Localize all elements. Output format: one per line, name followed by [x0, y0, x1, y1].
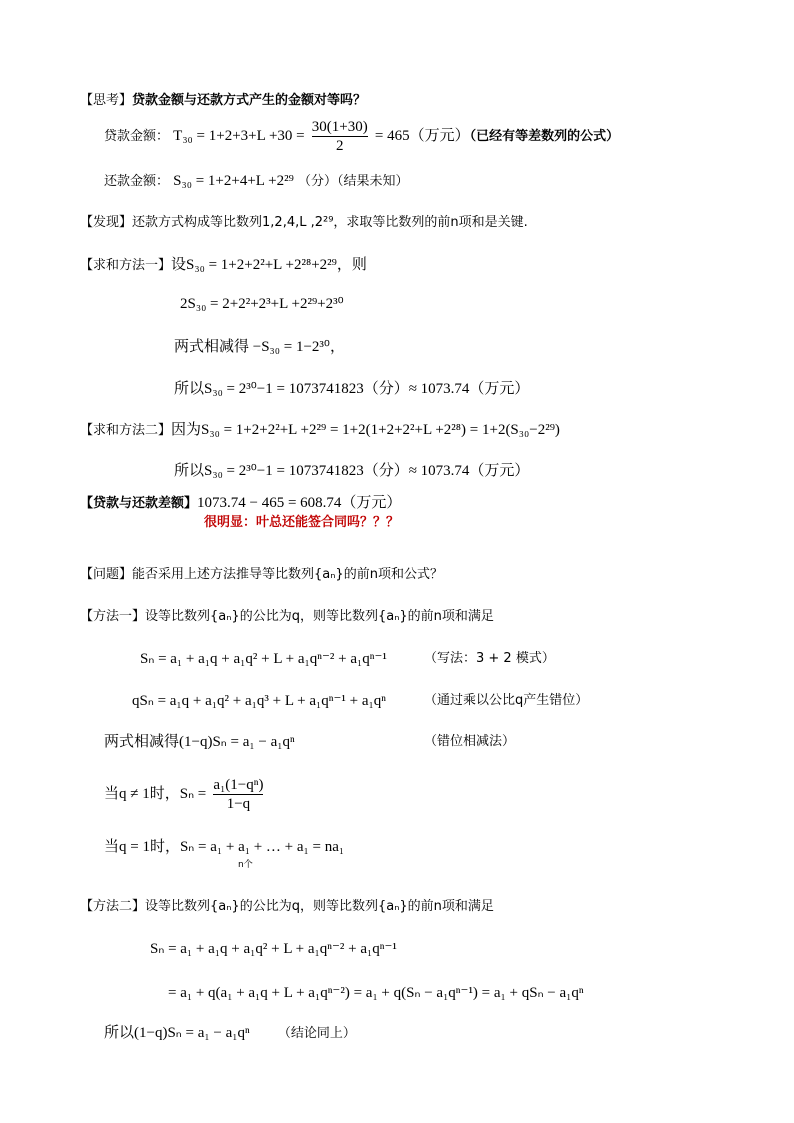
geo1-intro-line [80, 608, 494, 626]
section-label: 【思考】 [80, 93, 133, 108]
method1-eq2: 2S₃₀ = 2+2²+2³+L +2²⁹+2³⁰ [180, 296, 344, 312]
loan-fraction-numerator: 30(1+30) [311, 119, 368, 135]
geo1-eq2: qSₙ = a₁q + a₁q² + a₁q³ + L + a₁qⁿ⁻¹ + a₁qⁿ [132, 693, 386, 709]
section-label: 【求和方法一】 [80, 258, 172, 273]
loan-fraction [312, 118, 368, 155]
section-label: 【求和方法二】 [80, 423, 172, 438]
geo1-eq2-note: （通过乘以公比q产生错位） [424, 693, 589, 708]
method1-eq3: 两式相减得 −S₃₀ = 1−2³⁰， [174, 339, 345, 355]
think-title: 贷款金额与还款方式产生的金额对等吗？ [132, 93, 367, 108]
case1-label: 当q ≠ 1时，Sₙ = [104, 786, 207, 802]
geo1-eq1: Sₙ = a₁ + a₁q + a₁q² + L + a₁qⁿ⁻² + a₁qⁿ⁻¹ [140, 651, 387, 667]
method2-eq1: 因为S₃₀ = 1+2+2²+L +2²⁹ = 1+2(1+2+2²+L +2²⁸) = 1+2(S₃₀−2²⁹) [171, 422, 560, 438]
geo1-eq3: 两式相减得(1−q)Sₙ = a₁ − a₁qⁿ [104, 734, 295, 750]
diff-line [80, 494, 401, 513]
n-count-label: n个 [238, 860, 253, 870]
case1-fraction [213, 776, 263, 813]
geo2-eq3-line [104, 1024, 356, 1043]
repay-formula: S₃₀ = 1+2+4+L +2²⁹ [173, 173, 294, 189]
method1-line1 [80, 256, 367, 275]
geo2-eq1: Sₙ = a₁ + a₁q + a₁q² + L + a₁qⁿ⁻² + a₁qⁿ⁻¹ [150, 941, 397, 957]
case1-numerator: a₁(1−qⁿ) [213, 777, 264, 793]
loan-result: = 465（万元） [374, 128, 470, 144]
section-label: 【发现】 [80, 215, 133, 230]
section-label: 【方法一】 [80, 609, 146, 624]
geo2-intro: 设等比数列{aₙ}的公比为q，则等比数列{aₙ}的前n项和满足 [145, 899, 494, 914]
geo2-eq2: = a₁ + q(a₁ + a₁q + L + a₁qⁿ⁻²) = a₁ + q(Sₙ − a₁qⁿ⁻¹) = a₁ + qSₙ − a₁qⁿ [168, 985, 584, 1001]
question-line [80, 566, 443, 584]
diff-label: 【贷款与还款差额】 [80, 496, 198, 511]
geo1-case2: 当q = 1时，Sₙ = a₁ + a₁ + … + a₁ = na₁ [104, 839, 345, 855]
geo1-case1 [104, 776, 266, 813]
method2-line1 [80, 421, 560, 440]
think-heading [80, 92, 366, 110]
discover-line [80, 214, 528, 232]
repay-note: （分）（结果未知） [297, 174, 409, 189]
loan-fraction-denominator: 2 [312, 136, 368, 155]
method2-eq2: 所以S₃₀ = 2³⁰−1 = 1073741823（分）≈ 1073.74（万元） [174, 463, 530, 479]
discover-text: 还款方式构成等比数列1,2,4,L ,2²⁹，求取等比数列的前n项和是关键. [132, 215, 528, 230]
geo1-eq3-note: （错位相减法） [424, 734, 516, 749]
geo1-eq1-note: （写法：3 + 2 模式） [424, 651, 555, 666]
method1-eq4: 所以S₃₀ = 2³⁰−1 = 1073741823（分）≈ 1073.74（万元） [174, 381, 530, 397]
question-text: 能否采用上述方法推导等比数列{aₙ}的前n项和公式？ [132, 567, 443, 582]
loan-label: 贷款金额： [104, 129, 170, 144]
geo2-intro-line [80, 898, 494, 916]
diff-text: 1073.74 − 465 = 608.74（万元） [197, 495, 402, 511]
repay-line [104, 172, 409, 191]
loan-line [104, 118, 619, 155]
repay-label: 还款金额： [104, 174, 170, 189]
method1-eq1: 设S₃₀ = 1+2+2²+L +2²⁸+2²⁹，则 [171, 257, 367, 273]
loan-note: （已经有等差数列的公式） [469, 129, 620, 144]
geo2-eq3-note: （结论同上） [277, 1026, 356, 1041]
diff-note: 很明显：叶总还能签合同吗？？？ [204, 515, 400, 530]
geo2-eq3: 所以(1−q)Sₙ = a₁ − a₁qⁿ [104, 1025, 250, 1041]
section-label: 【问题】 [80, 567, 133, 582]
geo1-intro: 设等比数列{aₙ}的公比为q，则等比数列{aₙ}的前n项和满足 [145, 609, 494, 624]
loan-formula: T₃₀ = 1+2+3+L +30 = [173, 128, 305, 144]
case1-denominator: 1−q [213, 794, 263, 813]
section-label: 【方法二】 [80, 899, 146, 914]
